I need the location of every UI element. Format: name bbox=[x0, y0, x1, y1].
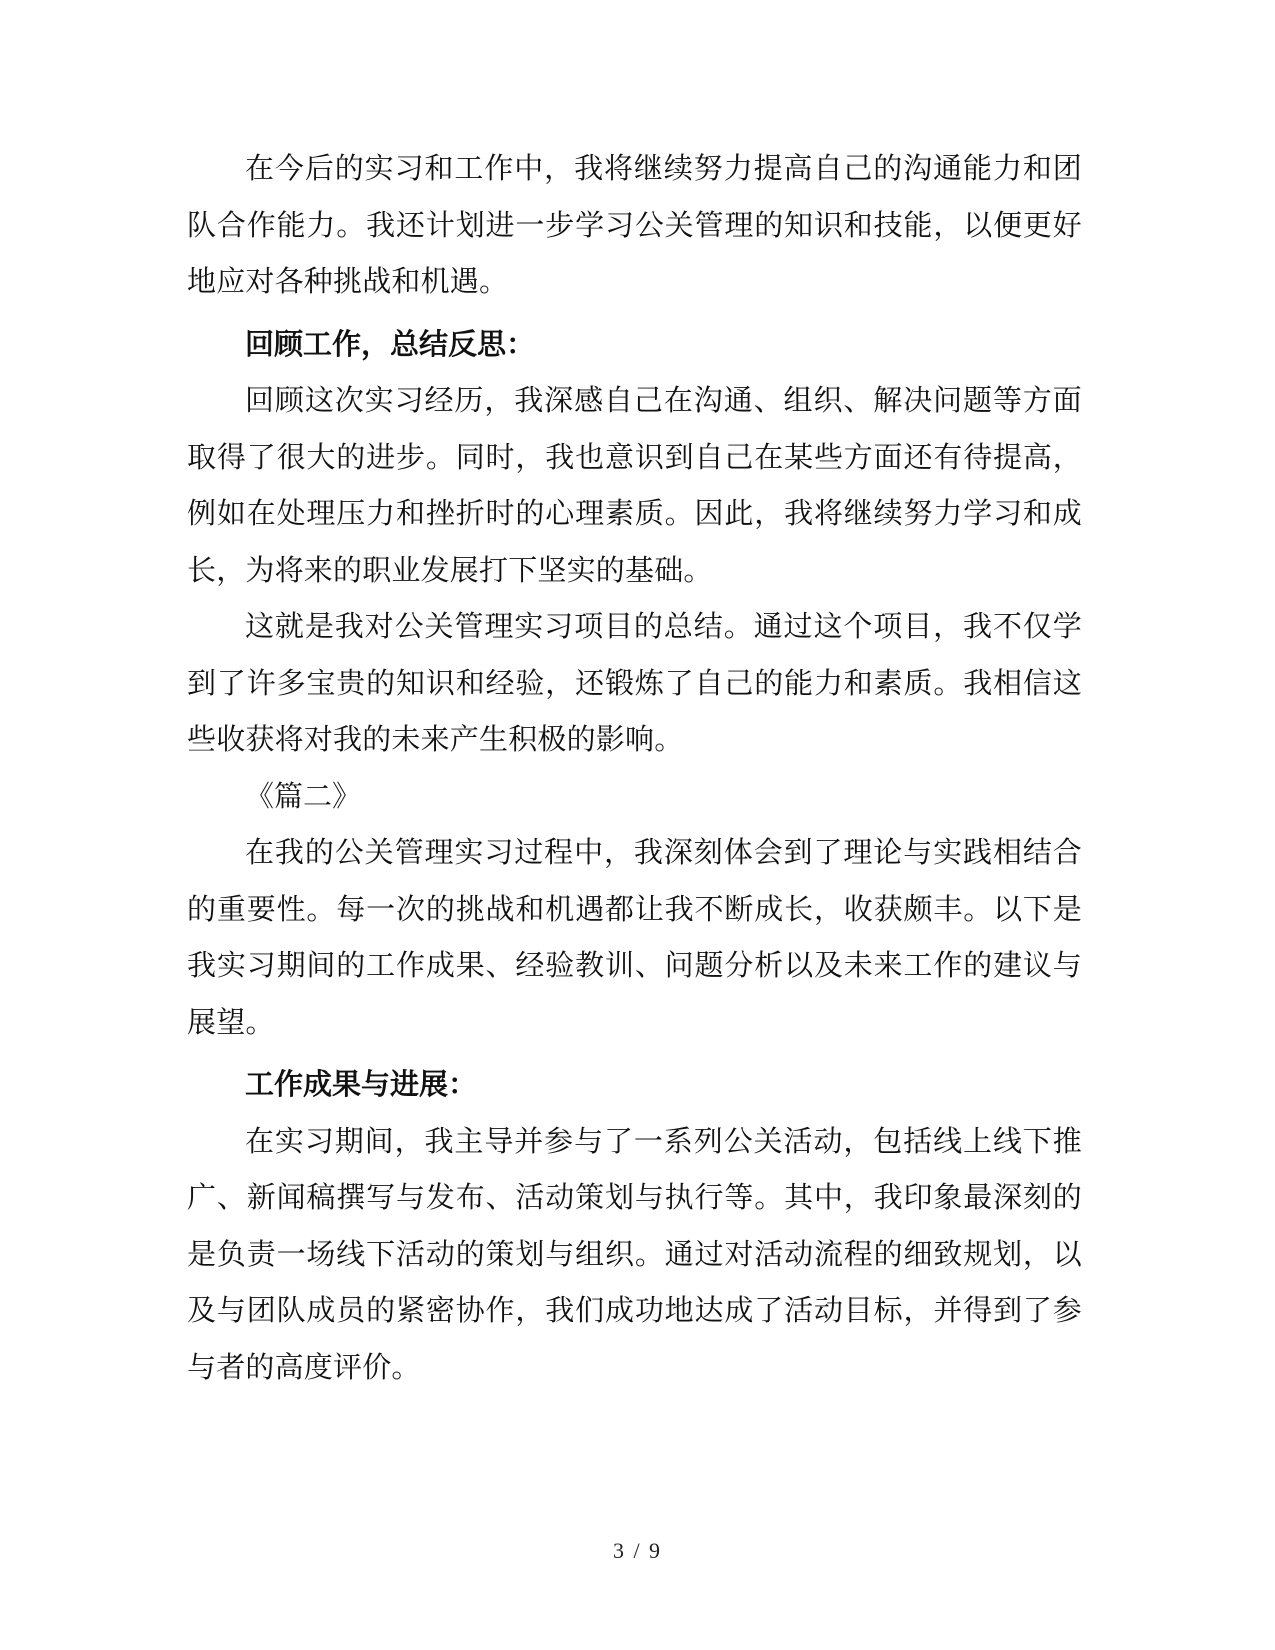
paragraph-future-plans: 在今后的实习和工作中，我将继续努力提高自己的沟通能力和团队合作能力。我还计划进一步学习公关管理的知识和技能，以便更好地应对各种挑战和机遇。 bbox=[187, 151, 1082, 298]
section-heading-review: 回顾工作，总结反思： bbox=[245, 326, 536, 361]
section-marker-part-two: 《篇二》 bbox=[245, 778, 362, 813]
paragraph-achievements: 在实习期间，我主导并参与了一系列公关活动，包括线上线下推广、新闻稿撰写与发布、活动策划与执行等。其中，我印象最深刻的是负责一场线下活动的策划与组织。通过对活动流程的细致规划，以及与团队成员的紧密协作，我们成功地达成了活动目标，并得到了参与者的高度评价。 bbox=[187, 1123, 1082, 1384]
paragraph-intro-part-two: 在我的公关管理实习过程中，我深刻体会到了理论与实践相结合的重要性。每一次的挑战和机遇都让我不断成长，收获颇丰。以下是我实习期间的工作成果、经验教训、问题分析以及未来工作的建议与展望。 bbox=[187, 835, 1082, 1039]
section-heading-achievements: 工作成果与进展： bbox=[245, 1067, 478, 1101]
paragraph-review: 回顾这次实习经历，我深感自己在沟通、组织、解决问题等方面取得了很大的进步。同时，我也意识到自己在某些方面还有待提高，例如在处理压力和挫折时的心理素质。因此，我将继续努力学习和成长，为将来的职业发展打下坚实的基础。 bbox=[187, 383, 1082, 587]
paragraph-summary: 这就是我对公关管理实习项目的总结。通过这个项目，我不仅学到了许多宝贵的知识和经验，还锻炼了自己的能力和素质。我相信这些收获将对我的未来产生积极的影响。 bbox=[187, 609, 1082, 756]
document-body bbox=[187, 140, 1082, 1395]
page-number: 3 / 9 bbox=[612, 1538, 663, 1563]
